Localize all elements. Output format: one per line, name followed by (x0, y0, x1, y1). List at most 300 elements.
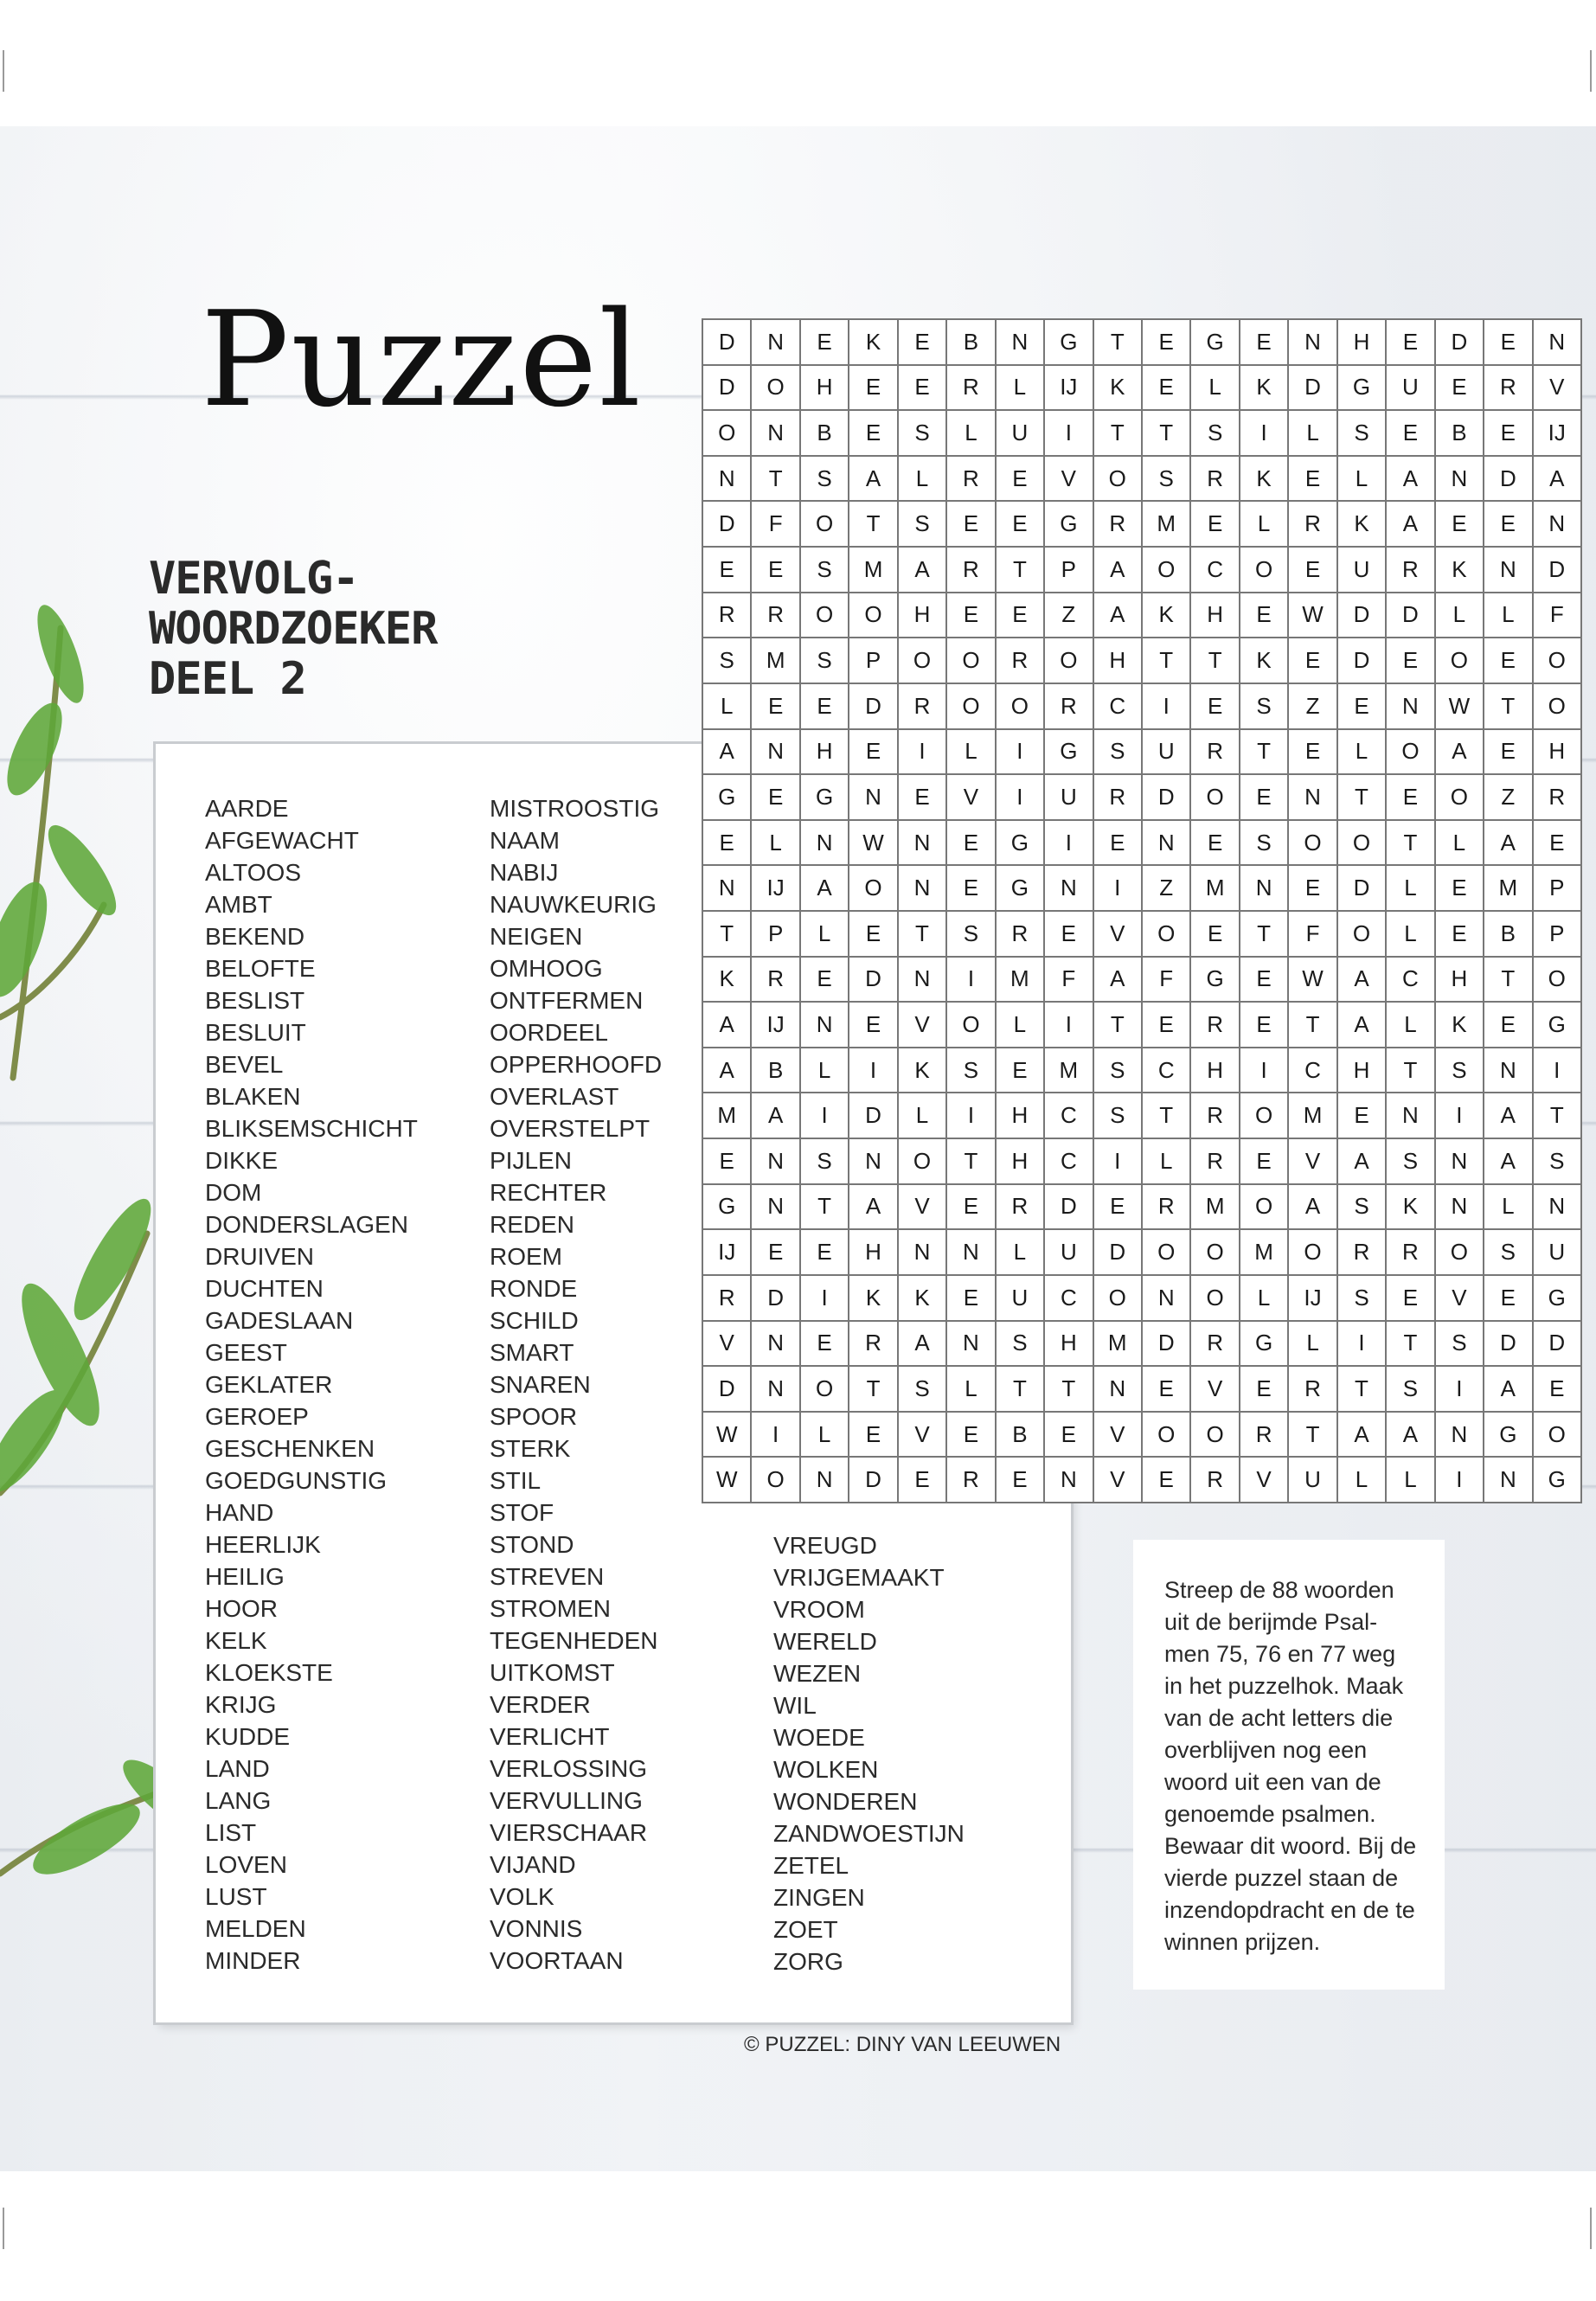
grid-cell[interactable]: S (899, 1367, 947, 1413)
grid-cell[interactable]: E (849, 411, 898, 457)
grid-cell[interactable]: O (947, 1003, 996, 1048)
grid-cell[interactable]: U (1289, 1458, 1337, 1503)
grid-cell[interactable]: U (1387, 366, 1435, 412)
grid-cell[interactable]: S (947, 912, 996, 958)
grid-cell[interactable]: A (1338, 958, 1387, 1003)
grid-cell[interactable]: N (752, 1139, 800, 1185)
grid-cell[interactable]: L (947, 1367, 996, 1413)
grid-cell[interactable]: R (1191, 730, 1240, 776)
grid-cell[interactable]: S (1436, 1048, 1484, 1094)
grid-cell[interactable]: N (947, 1230, 996, 1276)
grid-cell[interactable]: A (1387, 1413, 1435, 1458)
grid-cell[interactable]: I (1436, 1367, 1484, 1413)
grid-cell[interactable]: G (1338, 366, 1387, 412)
grid-cell[interactable]: M (1191, 866, 1240, 912)
grid-cell[interactable]: S (1143, 457, 1191, 503)
grid-cell[interactable]: E (1436, 866, 1484, 912)
grid-cell[interactable]: R (703, 1276, 752, 1322)
grid-cell[interactable]: E (801, 1322, 849, 1368)
grid-cell[interactable]: I (1045, 821, 1093, 867)
grid-cell[interactable]: B (1484, 912, 1533, 958)
grid-cell[interactable]: P (752, 912, 800, 958)
grid-cell[interactable]: L (1191, 366, 1240, 412)
grid-cell[interactable]: N (1534, 502, 1582, 548)
grid-cell[interactable]: O (1143, 1413, 1191, 1458)
grid-cell[interactable]: D (849, 1458, 898, 1503)
grid-cell[interactable]: N (1436, 1139, 1484, 1185)
grid-cell[interactable]: R (1484, 366, 1533, 412)
grid-cell[interactable]: N (801, 1458, 849, 1503)
grid-cell[interactable]: R (1191, 1093, 1240, 1139)
grid-cell[interactable]: K (849, 1276, 898, 1322)
grid-cell[interactable]: N (1387, 1093, 1435, 1139)
grid-cell[interactable]: IJ (1534, 411, 1582, 457)
grid-cell[interactable]: E (1240, 958, 1289, 1003)
grid-cell[interactable]: N (1240, 866, 1289, 912)
grid-cell[interactable]: N (703, 457, 752, 503)
grid-cell[interactable]: O (752, 1458, 800, 1503)
grid-cell[interactable]: O (801, 502, 849, 548)
grid-cell[interactable]: T (849, 502, 898, 548)
grid-cell[interactable]: R (1191, 1139, 1240, 1185)
grid-cell[interactable]: S (1191, 411, 1240, 457)
grid-cell[interactable]: L (801, 912, 849, 958)
grid-cell[interactable]: N (849, 1139, 898, 1185)
grid-cell[interactable]: L (703, 684, 752, 730)
grid-cell[interactable]: L (1240, 502, 1289, 548)
grid-cell[interactable]: A (1387, 457, 1435, 503)
grid-cell[interactable]: K (1240, 638, 1289, 684)
grid-cell[interactable]: E (947, 866, 996, 912)
grid-cell[interactable]: M (849, 548, 898, 593)
grid-cell[interactable]: G (1191, 320, 1240, 366)
grid-cell[interactable]: D (1338, 866, 1387, 912)
grid-cell[interactable]: A (801, 866, 849, 912)
grid-cell[interactable]: R (752, 958, 800, 1003)
grid-cell[interactable]: E (1484, 320, 1533, 366)
grid-cell[interactable]: D (849, 958, 898, 1003)
grid-cell[interactable]: H (1191, 593, 1240, 639)
grid-cell[interactable]: E (801, 684, 849, 730)
grid-cell[interactable]: K (899, 1276, 947, 1322)
grid-cell[interactable]: I (1534, 1048, 1582, 1094)
grid-cell[interactable]: E (997, 1458, 1045, 1503)
grid-cell[interactable]: R (997, 1185, 1045, 1231)
grid-cell[interactable]: A (703, 1048, 752, 1094)
grid-cell[interactable]: D (1387, 593, 1435, 639)
grid-cell[interactable]: L (899, 1093, 947, 1139)
grid-cell[interactable]: D (1338, 638, 1387, 684)
grid-cell[interactable]: T (947, 1139, 996, 1185)
grid-cell[interactable]: M (1484, 866, 1533, 912)
grid-cell[interactable]: E (1191, 912, 1240, 958)
grid-cell[interactable]: E (1484, 1003, 1533, 1048)
grid-cell[interactable]: T (1338, 775, 1387, 821)
grid-cell[interactable]: T (1534, 1093, 1582, 1139)
grid-cell[interactable]: E (1143, 1367, 1191, 1413)
grid-cell[interactable]: L (1387, 866, 1435, 912)
grid-cell[interactable]: K (1436, 548, 1484, 593)
grid-cell[interactable]: G (1045, 730, 1093, 776)
grid-cell[interactable]: D (1534, 548, 1582, 593)
grid-cell[interactable]: S (1094, 1093, 1143, 1139)
grid-cell[interactable]: O (801, 1367, 849, 1413)
grid-cell[interactable]: U (997, 411, 1045, 457)
grid-cell[interactable]: D (1143, 1322, 1191, 1368)
grid-cell[interactable]: R (947, 457, 996, 503)
grid-cell[interactable]: N (1484, 1458, 1533, 1503)
grid-cell[interactable]: N (1436, 1185, 1484, 1231)
grid-cell[interactable]: T (1240, 912, 1289, 958)
grid-cell[interactable]: E (1240, 1003, 1289, 1048)
grid-cell[interactable]: E (801, 320, 849, 366)
grid-cell[interactable]: I (1338, 1322, 1387, 1368)
grid-cell[interactable]: E (1289, 866, 1337, 912)
grid-cell[interactable]: D (1143, 775, 1191, 821)
grid-cell[interactable]: R (1094, 502, 1143, 548)
grid-cell[interactable]: R (1289, 1367, 1337, 1413)
grid-cell[interactable]: E (1045, 912, 1093, 958)
grid-cell[interactable]: C (1094, 684, 1143, 730)
grid-cell[interactable]: T (1387, 1048, 1435, 1094)
grid-cell[interactable]: N (1534, 1185, 1582, 1231)
grid-cell[interactable]: E (1289, 638, 1337, 684)
grid-cell[interactable]: Z (1143, 866, 1191, 912)
grid-cell[interactable]: R (849, 1322, 898, 1368)
grid-cell[interactable]: O (947, 684, 996, 730)
grid-cell[interactable]: O (1094, 1276, 1143, 1322)
grid-cell[interactable]: V (703, 1322, 752, 1368)
grid-cell[interactable]: S (1094, 730, 1143, 776)
grid-cell[interactable]: N (1484, 1048, 1533, 1094)
grid-cell[interactable]: K (703, 958, 752, 1003)
grid-cell[interactable]: L (1387, 912, 1435, 958)
grid-cell[interactable]: E (997, 457, 1045, 503)
grid-cell[interactable]: V (1045, 457, 1093, 503)
grid-cell[interactable]: N (752, 411, 800, 457)
grid-cell[interactable]: H (1338, 1048, 1387, 1094)
grid-cell[interactable]: K (899, 1048, 947, 1094)
grid-cell[interactable]: V (1436, 1276, 1484, 1322)
grid-cell[interactable]: A (1338, 1003, 1387, 1048)
grid-cell[interactable]: E (947, 593, 996, 639)
grid-cell[interactable]: R (1289, 502, 1337, 548)
grid-cell[interactable]: R (1191, 457, 1240, 503)
grid-cell[interactable]: G (997, 821, 1045, 867)
grid-cell[interactable]: T (1338, 1367, 1387, 1413)
grid-cell[interactable]: T (1387, 821, 1435, 867)
grid-cell[interactable]: O (1240, 548, 1289, 593)
grid-cell[interactable]: D (1484, 1322, 1533, 1368)
grid-cell[interactable]: L (801, 1048, 849, 1094)
grid-cell[interactable]: F (1534, 593, 1582, 639)
grid-cell[interactable]: IJ (752, 866, 800, 912)
grid-cell[interactable]: O (1534, 958, 1582, 1003)
grid-cell[interactable]: N (752, 1322, 800, 1368)
grid-cell[interactable]: E (703, 821, 752, 867)
grid-cell[interactable]: I (1240, 411, 1289, 457)
grid-cell[interactable]: T (997, 1367, 1045, 1413)
grid-cell[interactable]: T (1143, 1093, 1191, 1139)
grid-cell[interactable]: E (752, 684, 800, 730)
grid-cell[interactable]: O (703, 411, 752, 457)
grid-cell[interactable]: O (1191, 1276, 1240, 1322)
grid-cell[interactable]: M (703, 1093, 752, 1139)
grid-cell[interactable]: S (1436, 1322, 1484, 1368)
grid-cell[interactable]: D (703, 502, 752, 548)
grid-cell[interactable]: L (1338, 457, 1387, 503)
grid-cell[interactable]: V (1094, 912, 1143, 958)
grid-cell[interactable]: N (1094, 1367, 1143, 1413)
grid-cell[interactable]: G (703, 1185, 752, 1231)
grid-cell[interactable]: E (1240, 775, 1289, 821)
grid-cell[interactable]: L (1484, 593, 1533, 639)
grid-cell[interactable]: E (1484, 1276, 1533, 1322)
grid-cell[interactable]: B (801, 411, 849, 457)
grid-cell[interactable]: S (1240, 684, 1289, 730)
grid-cell[interactable]: N (1436, 1413, 1484, 1458)
grid-cell[interactable]: L (1484, 1185, 1533, 1231)
grid-cell[interactable]: K (1387, 1185, 1435, 1231)
grid-cell[interactable]: O (1387, 730, 1435, 776)
grid-cell[interactable]: V (1094, 1458, 1143, 1503)
grid-cell[interactable]: U (1045, 1230, 1093, 1276)
grid-cell[interactable]: H (1534, 730, 1582, 776)
grid-cell[interactable]: N (752, 1185, 800, 1231)
grid-cell[interactable]: F (752, 502, 800, 548)
grid-cell[interactable]: E (801, 1230, 849, 1276)
grid-cell[interactable]: T (1094, 1003, 1143, 1048)
grid-cell[interactable]: S (1338, 1185, 1387, 1231)
grid-cell[interactable]: N (899, 821, 947, 867)
grid-cell[interactable]: R (947, 1458, 996, 1503)
grid-cell[interactable]: E (1484, 411, 1533, 457)
grid-cell[interactable]: M (1143, 502, 1191, 548)
grid-cell[interactable]: L (1338, 1458, 1387, 1503)
grid-cell[interactable]: O (1436, 775, 1484, 821)
grid-cell[interactable]: T (1045, 1367, 1093, 1413)
grid-cell[interactable]: G (1534, 1458, 1582, 1503)
grid-cell[interactable]: T (801, 1185, 849, 1231)
grid-cell[interactable]: E (1240, 320, 1289, 366)
grid-cell[interactable]: O (1534, 684, 1582, 730)
grid-cell[interactable]: IJ (1045, 366, 1093, 412)
grid-cell[interactable]: I (801, 1093, 849, 1139)
grid-cell[interactable]: E (1534, 1367, 1582, 1413)
grid-cell[interactable]: B (997, 1413, 1045, 1458)
grid-cell[interactable]: I (1045, 411, 1093, 457)
grid-cell[interactable]: S (1338, 1276, 1387, 1322)
grid-cell[interactable]: A (899, 548, 947, 593)
grid-cell[interactable]: A (1338, 1413, 1387, 1458)
grid-cell[interactable]: R (1143, 1185, 1191, 1231)
grid-cell[interactable]: G (1484, 1413, 1533, 1458)
grid-cell[interactable]: N (899, 958, 947, 1003)
grid-cell[interactable]: L (1143, 1139, 1191, 1185)
grid-cell[interactable]: T (703, 912, 752, 958)
grid-cell[interactable]: E (997, 502, 1045, 548)
grid-cell[interactable]: R (1240, 1413, 1289, 1458)
grid-cell[interactable]: L (899, 457, 947, 503)
grid-cell[interactable]: E (1338, 1093, 1387, 1139)
grid-cell[interactable]: N (947, 1322, 996, 1368)
grid-cell[interactable]: D (849, 684, 898, 730)
grid-cell[interactable]: D (1484, 457, 1533, 503)
grid-cell[interactable]: E (899, 775, 947, 821)
grid-cell[interactable]: E (947, 1413, 996, 1458)
grid-cell[interactable]: H (801, 730, 849, 776)
grid-cell[interactable]: N (1143, 821, 1191, 867)
grid-cell[interactable]: N (1045, 866, 1093, 912)
grid-cell[interactable]: C (1143, 1048, 1191, 1094)
grid-cell[interactable]: E (1387, 320, 1435, 366)
grid-cell[interactable]: A (752, 1093, 800, 1139)
grid-cell[interactable]: E (1143, 366, 1191, 412)
grid-cell[interactable]: L (1436, 821, 1484, 867)
grid-cell[interactable]: E (1387, 1276, 1435, 1322)
grid-cell[interactable]: P (1534, 866, 1582, 912)
grid-cell[interactable]: E (1143, 1003, 1191, 1048)
grid-cell[interactable]: D (703, 320, 752, 366)
grid-cell[interactable]: O (1191, 775, 1240, 821)
grid-cell[interactable]: A (1484, 1367, 1533, 1413)
grid-cell[interactable]: E (849, 366, 898, 412)
grid-cell[interactable]: G (1534, 1276, 1582, 1322)
grid-cell[interactable]: K (1143, 593, 1191, 639)
grid-cell[interactable]: O (1289, 1230, 1337, 1276)
grid-cell[interactable]: S (947, 1048, 996, 1094)
grid-cell[interactable]: O (1191, 1413, 1240, 1458)
grid-cell[interactable]: O (899, 1139, 947, 1185)
grid-cell[interactable]: C (1045, 1276, 1093, 1322)
grid-cell[interactable]: E (1289, 730, 1337, 776)
grid-cell[interactable]: A (1387, 502, 1435, 548)
grid-cell[interactable]: O (752, 366, 800, 412)
grid-cell[interactable]: G (997, 866, 1045, 912)
grid-cell[interactable]: E (1045, 1413, 1093, 1458)
grid-cell[interactable]: N (752, 1367, 800, 1413)
grid-cell[interactable]: Z (1045, 593, 1093, 639)
grid-cell[interactable]: R (1191, 1458, 1240, 1503)
grid-cell[interactable]: P (849, 638, 898, 684)
grid-cell[interactable]: C (1045, 1139, 1093, 1185)
grid-cell[interactable]: N (752, 730, 800, 776)
grid-cell[interactable]: K (1338, 502, 1387, 548)
grid-cell[interactable]: T (849, 1367, 898, 1413)
grid-cell[interactable]: V (899, 1003, 947, 1048)
grid-cell[interactable]: O (1143, 548, 1191, 593)
grid-cell[interactable]: T (899, 912, 947, 958)
grid-cell[interactable]: D (1338, 593, 1387, 639)
grid-cell[interactable]: Z (1289, 684, 1337, 730)
grid-cell[interactable]: I (1436, 1458, 1484, 1503)
grid-cell[interactable]: S (1387, 1139, 1435, 1185)
grid-cell[interactable]: N (899, 866, 947, 912)
grid-cell[interactable]: V (1191, 1367, 1240, 1413)
grid-cell[interactable]: A (1289, 1185, 1337, 1231)
grid-cell[interactable]: A (1338, 1139, 1387, 1185)
grid-cell[interactable]: R (947, 548, 996, 593)
grid-cell[interactable]: T (1094, 411, 1143, 457)
grid-cell[interactable]: O (947, 638, 996, 684)
grid-cell[interactable]: I (1436, 1093, 1484, 1139)
grid-cell[interactable]: E (752, 775, 800, 821)
grid-cell[interactable]: N (752, 320, 800, 366)
grid-cell[interactable]: N (1045, 1458, 1093, 1503)
grid-cell[interactable]: T (1484, 684, 1533, 730)
grid-cell[interactable]: V (899, 1185, 947, 1231)
grid-cell[interactable]: A (1094, 958, 1143, 1003)
grid-cell[interactable]: O (1289, 821, 1337, 867)
grid-cell[interactable]: U (1534, 1230, 1582, 1276)
grid-cell[interactable]: S (1240, 821, 1289, 867)
grid-cell[interactable]: E (1436, 912, 1484, 958)
grid-cell[interactable]: R (1387, 1230, 1435, 1276)
grid-cell[interactable]: IJ (1289, 1276, 1337, 1322)
grid-cell[interactable]: E (1143, 320, 1191, 366)
grid-cell[interactable]: A (703, 1003, 752, 1048)
grid-cell[interactable]: D (849, 1093, 898, 1139)
grid-cell[interactable]: K (1436, 1003, 1484, 1048)
grid-cell[interactable]: E (752, 548, 800, 593)
grid-cell[interactable]: E (1289, 457, 1337, 503)
grid-cell[interactable]: V (1289, 1139, 1337, 1185)
grid-cell[interactable]: I (1094, 866, 1143, 912)
grid-cell[interactable]: N (801, 1003, 849, 1048)
grid-cell[interactable]: V (1534, 366, 1582, 412)
grid-cell[interactable]: I (752, 1413, 800, 1458)
grid-cell[interactable]: S (801, 548, 849, 593)
grid-cell[interactable]: S (801, 1139, 849, 1185)
grid-cell[interactable]: L (947, 730, 996, 776)
grid-cell[interactable]: M (1045, 1048, 1093, 1094)
grid-cell[interactable]: E (849, 912, 898, 958)
grid-cell[interactable]: T (997, 548, 1045, 593)
grid-cell[interactable]: E (899, 1458, 947, 1503)
grid-cell[interactable]: W (849, 821, 898, 867)
grid-cell[interactable]: E (947, 1276, 996, 1322)
grid-cell[interactable]: G (1045, 320, 1093, 366)
grid-cell[interactable]: C (1045, 1093, 1093, 1139)
grid-cell[interactable]: L (997, 366, 1045, 412)
grid-cell[interactable]: U (1143, 730, 1191, 776)
grid-cell[interactable]: I (1143, 684, 1191, 730)
grid-cell[interactable]: K (1094, 366, 1143, 412)
grid-cell[interactable]: E (997, 593, 1045, 639)
grid-cell[interactable]: I (947, 958, 996, 1003)
grid-cell[interactable]: U (1045, 775, 1093, 821)
grid-cell[interactable]: L (947, 411, 996, 457)
grid-cell[interactable]: D (1534, 1322, 1582, 1368)
grid-cell[interactable]: M (1191, 1185, 1240, 1231)
grid-cell[interactable]: E (849, 1003, 898, 1048)
grid-cell[interactable]: L (1240, 1276, 1289, 1322)
grid-cell[interactable]: S (801, 638, 849, 684)
grid-cell[interactable]: T (1289, 1003, 1337, 1048)
grid-cell[interactable]: N (703, 866, 752, 912)
grid-cell[interactable]: H (899, 593, 947, 639)
grid-cell[interactable]: E (849, 1413, 898, 1458)
grid-cell[interactable]: E (1338, 684, 1387, 730)
grid-cell[interactable]: T (1143, 411, 1191, 457)
grid-cell[interactable]: N (997, 320, 1045, 366)
grid-cell[interactable]: T (752, 457, 800, 503)
grid-cell[interactable]: H (1094, 638, 1143, 684)
grid-cell[interactable]: E (899, 320, 947, 366)
grid-cell[interactable]: E (801, 958, 849, 1003)
grid-cell[interactable]: O (1436, 1230, 1484, 1276)
grid-cell[interactable]: S (1338, 411, 1387, 457)
